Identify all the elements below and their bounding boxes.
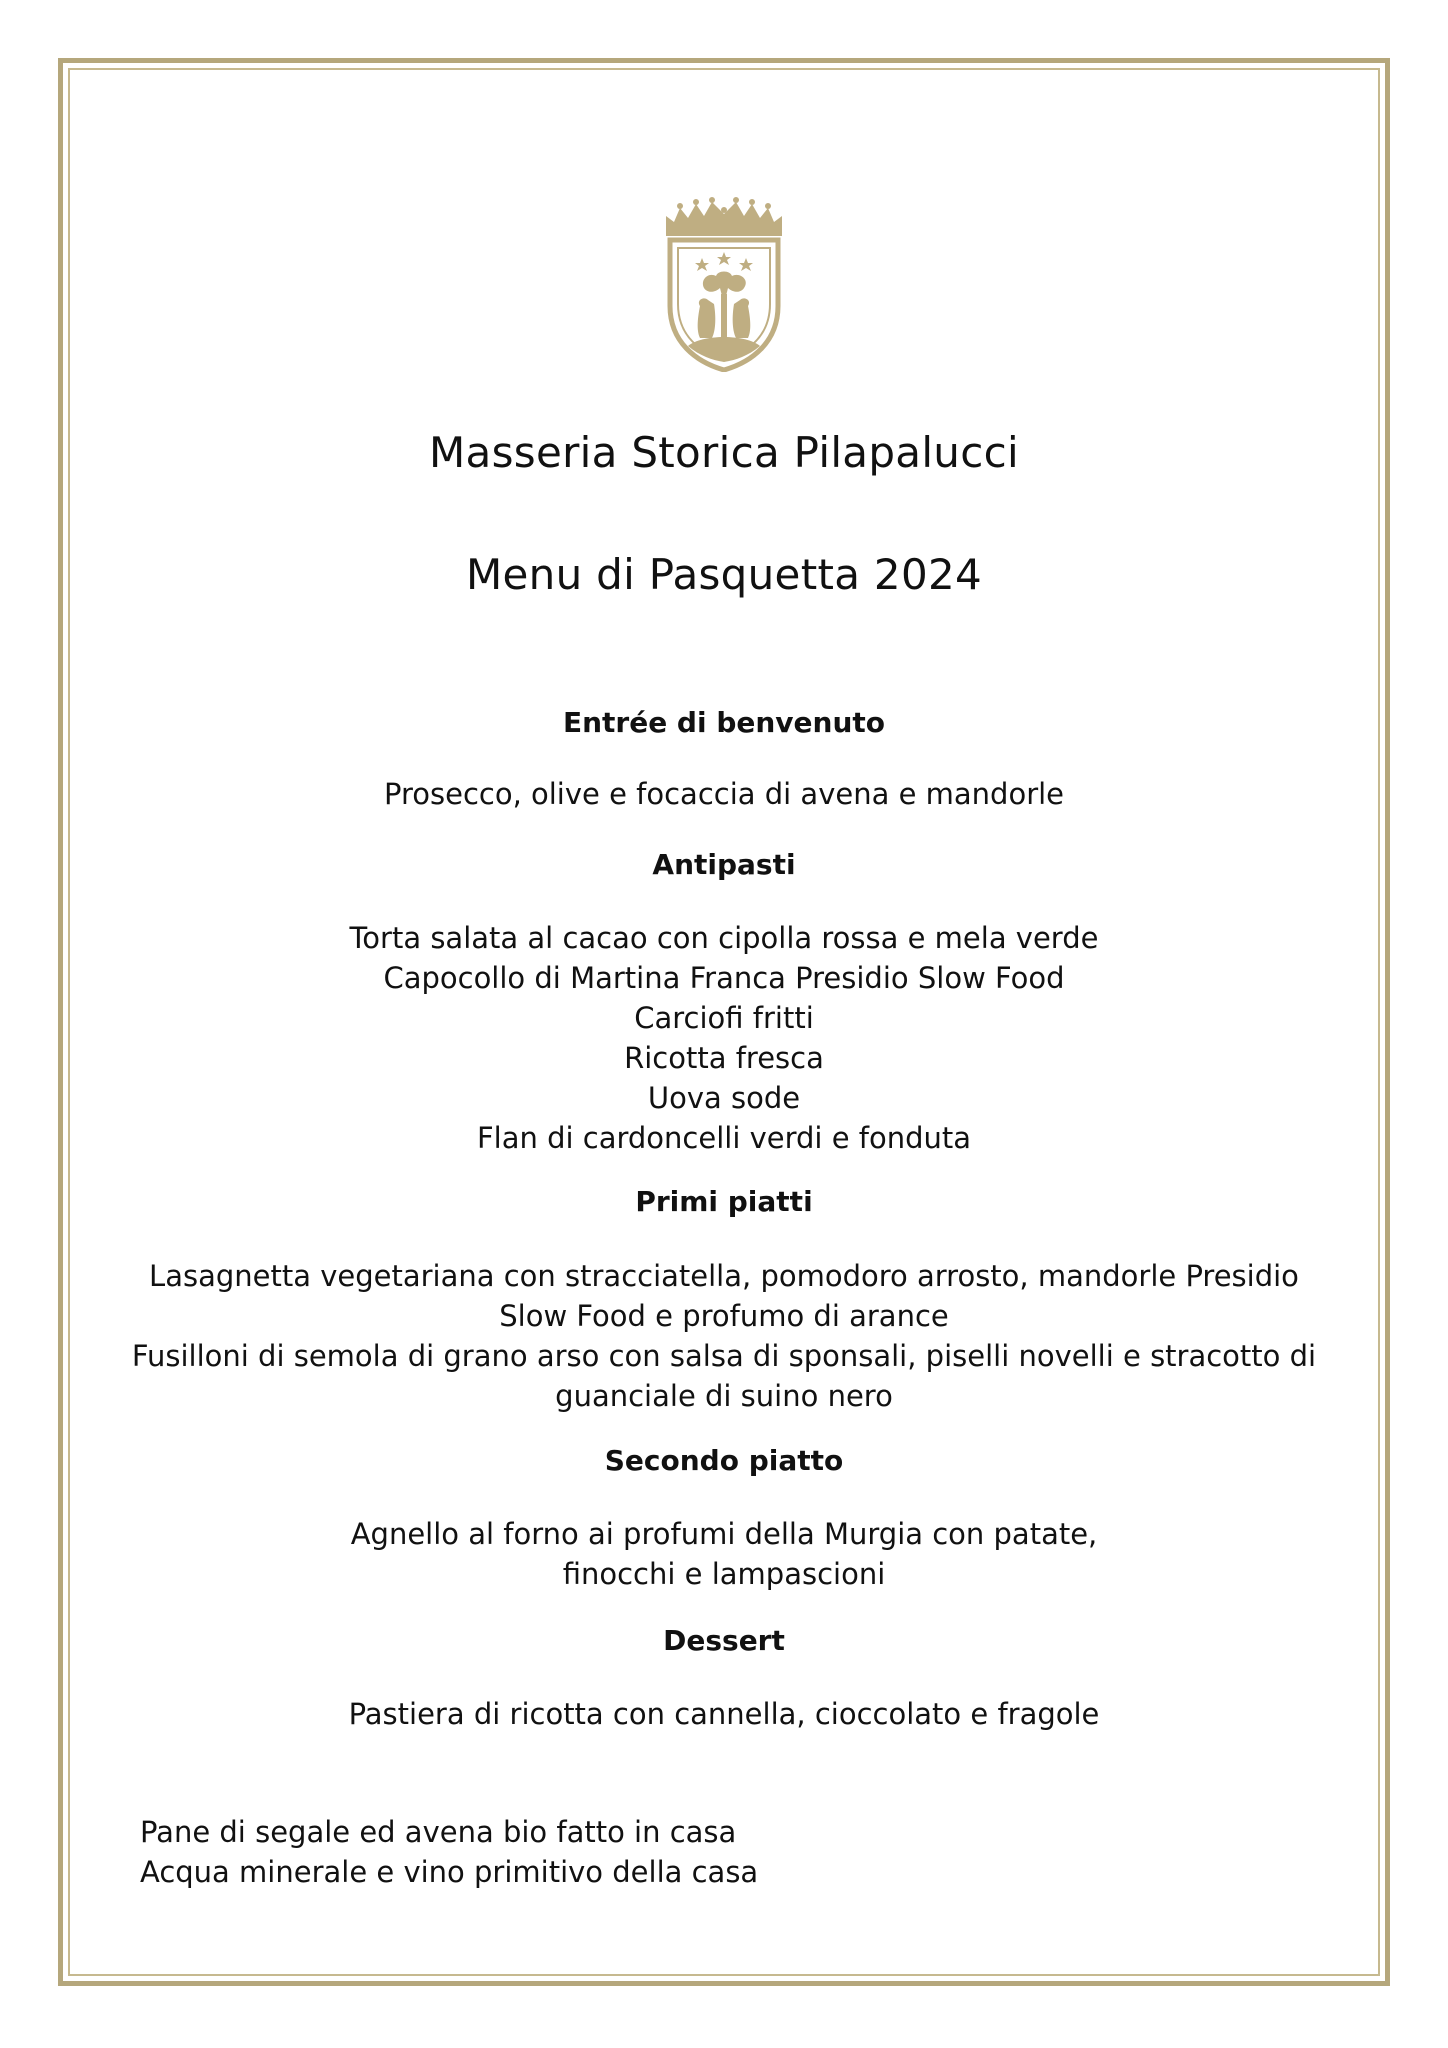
menu-item: Slow Food e profumo di arance (499, 1299, 949, 1333)
menu-title: Menu di Pasquetta 2024 (465, 550, 983, 599)
section-heading-primi: Primi piatti (635, 1185, 813, 1218)
restaurant-name: Masseria Storica Pilapalucci (429, 428, 1019, 477)
footer-line: Acqua minerale e vino primitivo della casa (140, 1855, 759, 1889)
footer-line: Pane di segale ed avena bio fatto in casa (140, 1815, 737, 1849)
section-heading-antipasti: Antipasti (652, 848, 796, 881)
menu-item: Lasagnetta vegetariana con stracciatella, pomodoro arrosto, mandorle Presidio (149, 1259, 1299, 1293)
menu-item: Ricotta fresca (624, 1041, 824, 1075)
menu-item: finocchi e lampascioni (562, 1557, 886, 1591)
menu-item: Uova sode (647, 1081, 801, 1115)
section-items-secondo (120, 1514, 1328, 1594)
menu-item: Prosecco, olive e focaccia di avena e mandorle (383, 777, 1065, 811)
section-items-primi (120, 1256, 1328, 1416)
footer-notes (140, 1812, 758, 1892)
crest-icon (660, 196, 788, 372)
section-items-entree (120, 774, 1328, 814)
section-heading-entree: Entrée di benvenuto (562, 706, 886, 739)
menu-item: Fusilloni di semola di grano arso con salsa di sponsali, piselli novelli e stracotto di (131, 1339, 1317, 1373)
menu-item: Carciofi fritti (634, 1001, 814, 1035)
menu-item: Pastiera di ricotta con cannella, cioccolato e fragole (348, 1697, 1100, 1731)
section-items-dessert (120, 1694, 1328, 1734)
menu-item: Flan di cardoncelli verdi e fonduta (476, 1121, 972, 1155)
menu-item: guanciale di suino nero (555, 1379, 893, 1413)
menu-item: Capocollo di Martina Franca Presidio Slow Food (383, 961, 1065, 995)
menu-item: Torta salata al cacao con cipolla rossa e mela verde (349, 921, 1099, 955)
section-items-antipasti (120, 918, 1328, 1158)
menu-item: Agnello al forno ai profumi della Murgia con patate, (350, 1517, 1098, 1551)
section-heading-secondo: Secondo piatto (604, 1444, 844, 1477)
section-heading-dessert: Dessert (663, 1624, 785, 1657)
